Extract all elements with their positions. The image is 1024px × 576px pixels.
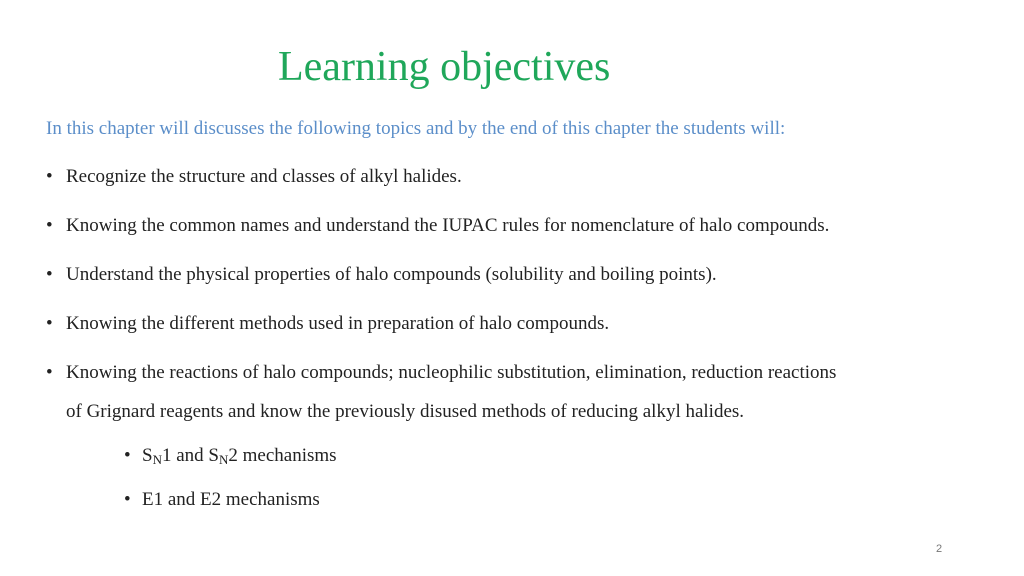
sn-end: 2 mechanisms [228, 445, 337, 466]
bullet-icon: • [124, 489, 131, 510]
bullet-icon: • [46, 264, 53, 285]
page-number: 2 [936, 543, 943, 555]
bullet-icon: • [124, 445, 131, 466]
sn-mid: 1 and S [161, 445, 219, 466]
list-item [46, 158, 462, 196]
bullet-text: Understand the physical properties of halo compounds (solubility and boiling points). [66, 264, 717, 285]
bullet-icon: • [46, 215, 53, 236]
sn-s1: S [142, 445, 153, 466]
bullet-icon: • [46, 313, 53, 334]
bullet-text: Knowing the reactions of halo compounds; nucleophilic substitution, elimination, reduction reactions [66, 362, 837, 383]
bullet-text: Knowing the common names and understand the IUPAC rules for nomenclature of halo compounds. [66, 215, 830, 236]
e-text: E1 and E2 mechanisms [142, 489, 320, 510]
slide-title: Learning objectives [278, 44, 611, 90]
bullet-icon: • [46, 166, 53, 187]
list-item [46, 256, 717, 294]
list-item [46, 207, 829, 245]
bullet-continuation: of Grignard reagents and know the previously disused methods of reducing alkyl halides. [66, 401, 745, 422]
intro-text: In this chapter will discusses the following topics and by the end of this chapter the students will: [46, 118, 786, 139]
sub-list-item-sn [124, 444, 337, 468]
sub-list-item-e [124, 488, 320, 512]
list-item [46, 354, 836, 392]
sn-sub1: N [152, 452, 162, 467]
bullet-icon: • [46, 362, 53, 383]
bullet-text: Recognize the structure and classes of alkyl halides. [66, 166, 462, 187]
bullet-text: Knowing the different methods used in preparation of halo compounds. [66, 313, 610, 334]
list-item [46, 305, 609, 343]
sn-sub2: N [218, 452, 229, 467]
